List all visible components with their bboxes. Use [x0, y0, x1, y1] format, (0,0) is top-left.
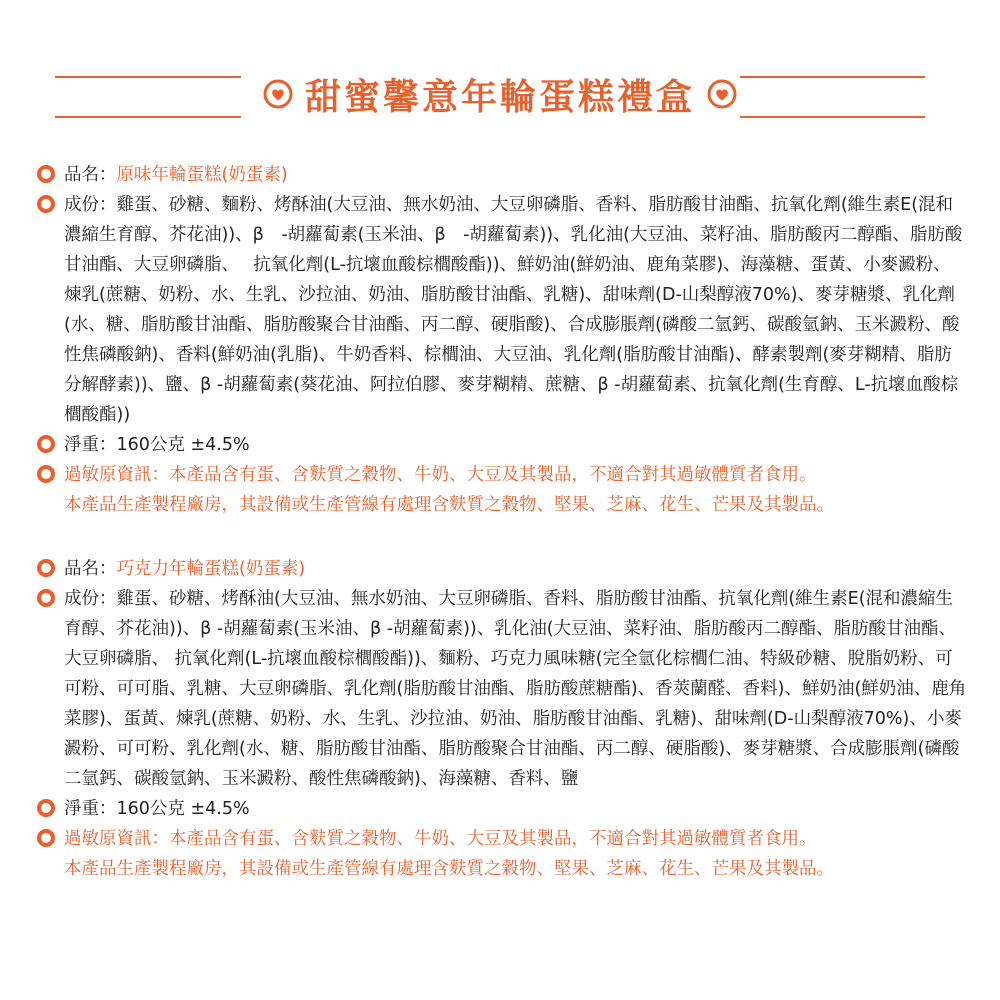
- facility-note: 本產品生產製程廠房，其設備或生產管線有處理含麩質之穀物、堅果、芝麻、花生、芒果及其製品。: [64, 495, 834, 515]
- circle-bullet-icon: [36, 434, 56, 454]
- ingredients-text: 雞蛋、砂糖、麵粉、烤酥油(大豆油、無水奶油、大豆卵磷脂、香料、脂肪酸甘油酯、抗氧化劑(維生素E(混和濃縮生育醇、芥花油))、β -胡蘿蔔素(玉米油、β -胡蘿蔔素))、乳化油(大豆油、菜籽油、脂肪酸丙二醇酯、脂肪酸甘油酯、大豆卵磷脂、 抗氧化劑(L-抗壞血酸棕櫚酸酯))、鮮奶油(鮮奶油、鹿角菜膠)、海藻糖、蛋黃、小麥澱粉、煉乳(蔗糖、奶粉、水、生乳、沙拉油、奶油、脂肪酸甘油酯、乳糖)、甜味劑(D-山梨醇液70%)、麥芽糖漿、乳化劑(水、糖、脂肪酸甘油酯、脂肪酸聚合甘油酯、丙二醇、硬脂酸)、合成膨脹劑(磷酸二氫鈣、碳酸氫鈉、玉米澱粉、酸性焦磷酸鈉)、香料(鮮奶油(乳脂)、牛奶香料、棕櫚油、大豆油、乳化劑(脂肪酸甘油酯)、酵素製劑(麥芽糊精、脂肪分解酵素))、鹽、β -胡蘿蔔素(葵花油、阿拉伯膠、麥芽糊精、蔗糖、β -胡蘿蔔素、抗氧化劑(生育醇、L-抗壞血酸棕櫚酸酯)): [64, 195, 963, 425]
- page-header: [0, 60, 1000, 130]
- heart-icon: [263, 79, 293, 109]
- net-weight-label: 淨重：: [64, 435, 117, 455]
- net-weight-value: 160公克 ±4.5%: [116, 435, 250, 455]
- product-name-row: [36, 160, 968, 190]
- ingredients-text: 雞蛋、砂糖、烤酥油(大豆油、無水奶油、大豆卵磷脂、香料、脂肪酸甘油酯、抗氧化劑(維生素E(混和濃縮生育醇、芥花油))、β -胡蘿蔔素(玉米油、β -胡蘿蔔素))、乳化油(大豆油、菜籽油、脂肪酸丙二醇酯、脂肪酸甘油酯、大豆卵磷脂、 抗氧化劑(L-抗壞血酸棕櫚酸酯))、麵粉、巧克力風味糖(完全氫化棕櫚仁油、特級砂糖、脫脂奶粉、可可粉、可可脂、乳糖、大豆卵磷脂、乳化劑(脂肪酸甘油酯、脂肪酸蔗糖酯)、香莢蘭醛、香料)、鮮奶油(鮮奶油、鹿角菜膠)、蛋黃、煉乳(蔗糖、奶粉、水、生乳、沙拉油、奶油、脂肪酸甘油酯、乳糖)、甜味劑(D-山梨醇液70%)、小麥澱粉、可可粉、乳化劑(水、糖、脂肪酸甘油酯、脂肪酸聚合甘油酯、丙二醇、硬脂酸)、麥芽糖漿、合成膨脹劑(磷酸二氫鈣、碳酸氫鈉、玉米澱粉、酸性焦磷酸鈉)、海藻糖、香料、鹽: [64, 589, 967, 789]
- product-name: 原味年輪蛋糕(奶蛋素): [116, 165, 288, 185]
- allergen-row: [36, 460, 968, 490]
- circle-bullet-icon: [36, 194, 56, 214]
- ingredients-label: 成份：: [64, 195, 117, 215]
- facility-note: 本產品生產製程廠房，其設備或生產管線有處理含麩質之穀物、堅果、芝麻、花生、芒果及其製品。: [64, 859, 834, 879]
- circle-bullet-icon: [36, 798, 56, 818]
- heart-icon: [707, 79, 737, 109]
- header-rule-left-bottom: [55, 116, 241, 118]
- circle-bullet-icon: [36, 464, 56, 484]
- product-section-chocolate: [36, 554, 968, 884]
- product-name-label: 品名：: [64, 165, 117, 185]
- circle-bullet-icon: [36, 588, 56, 608]
- allergen-info: 過敏原資訊：本產品含有蛋、含麩質之穀物、牛奶、大豆及其製品，不適合對其過敏體質者食用。: [64, 829, 817, 849]
- header-rule-left-top: [55, 76, 241, 78]
- circle-bullet-icon: [36, 558, 56, 578]
- product-list: [36, 160, 968, 884]
- page-title: 甜蜜馨意年輪蛋糕禮盒: [304, 76, 695, 118]
- title-group: [236, 68, 764, 120]
- header-rule-right-top: [740, 76, 925, 78]
- circle-bullet-icon: [36, 164, 56, 184]
- net-weight-value: 160公克 ±4.5%: [116, 799, 250, 819]
- ingredients-row: [36, 190, 968, 430]
- net-weight-label: 淨重：: [64, 799, 117, 819]
- net-weight-row: [36, 430, 968, 460]
- header-rule-right-bottom: [740, 116, 925, 118]
- allergen-info: 過敏原資訊：本產品含有蛋、含麩質之穀物、牛奶、大豆及其製品，不適合對其過敏體質者食用。: [64, 465, 817, 485]
- net-weight-row: [36, 794, 968, 824]
- circle-bullet-icon: [36, 828, 56, 848]
- allergen-row: [36, 824, 968, 854]
- ingredients-label: 成份：: [64, 589, 117, 609]
- ingredients-row: [36, 584, 968, 794]
- product-name-label: 品名：: [64, 559, 117, 579]
- product-name-row: [36, 554, 968, 584]
- product-name: 巧克力年輪蛋糕(奶蛋素): [116, 559, 306, 579]
- product-section-original: [36, 160, 968, 520]
